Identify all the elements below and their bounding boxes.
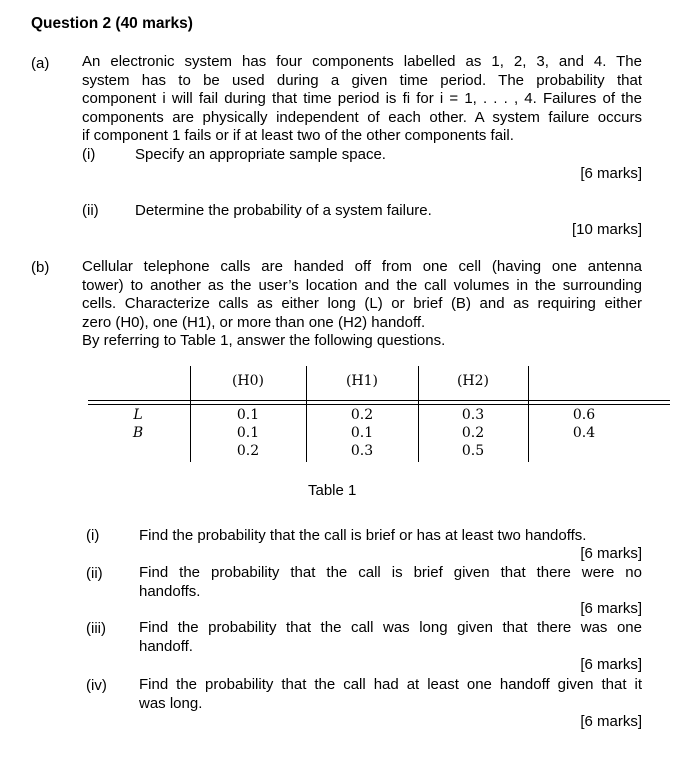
table-cell: 0.2 (350, 407, 374, 423)
part-a-i-marks: [6 marks] (580, 165, 642, 182)
part-b-ii-marks: [6 marks] (580, 600, 642, 617)
part-b-label: (b) (31, 259, 50, 276)
part-a-line: system has to be used during a given time period. The probability that (82, 71, 642, 89)
table-total: 0.2 (236, 443, 260, 459)
table-caption: Table 1 (308, 482, 357, 499)
part-a-paragraph (82, 53, 642, 146)
table-rule (88, 404, 670, 405)
part-b-paragraph (82, 258, 642, 351)
part-a-line: components are physically independent of each other. A system failure occurs (82, 108, 642, 126)
part-b-iv-line: Find the probability that the call had at least one handoff given that it (139, 676, 642, 693)
table-cell: 0.4 (572, 425, 596, 441)
part-b-iii-label: (iii) (86, 620, 106, 637)
table-row-label-L: L (133, 407, 143, 423)
table-header-h2: (H2) (456, 373, 490, 389)
part-b-line: zero (H0), one (H1), or more than one (H2) handoff. (82, 313, 426, 331)
question-title: Question 2 (40 marks) (31, 15, 193, 32)
part-b-ii-line: handoffs. (139, 582, 201, 600)
table-divider (306, 366, 307, 462)
part-b-iv-label: (iv) (86, 677, 107, 694)
table-cell: 0.1 (236, 425, 260, 441)
part-b-iii-text (139, 619, 642, 656)
part-a-ii-text: Determine the probability of a system failure. (135, 202, 432, 219)
part-a-ii-marks: [10 marks] (571, 221, 642, 238)
part-b-iii-line: handoff. (139, 637, 193, 655)
part-b-line: By referring to Table 1, answer the following questions. (82, 332, 446, 349)
part-b-line: cells. Characterize calls as either long (L) or brief (B) and as requiring either (82, 295, 642, 312)
table-total: 0.5 (461, 443, 485, 459)
part-b-iv-marks: [6 marks] (580, 713, 642, 730)
part-a-line: An electronic system has four components labelled as 1, 2, 3, and 4. The (82, 53, 642, 70)
part-a-line: component i will fail during that time period is fi for i = 1, . . . , 4. Failures of the (82, 90, 642, 107)
part-a-label: (a) (31, 55, 50, 72)
table-cell: 0.3 (461, 407, 485, 423)
part-b-line: tower) to another as the user’s location and the call volumes in the surrounding (82, 276, 642, 294)
table-divider (528, 366, 529, 462)
part-b-iv-text (139, 676, 642, 713)
table-cell: 0.6 (572, 407, 596, 423)
part-b-ii-text (139, 564, 642, 601)
part-b-ii-label: (ii) (86, 565, 103, 582)
table-divider (418, 366, 419, 462)
part-b-iii-marks: [6 marks] (580, 656, 642, 673)
part-b-iv-line: was long. (139, 694, 203, 712)
part-a-i-text: Specify an appropriate sample space. (135, 146, 386, 163)
part-b-i-text: Find the probability that the call is brief or has at least two handoffs. (139, 527, 587, 544)
part-b-i-label: (i) (86, 527, 100, 544)
part-a-ii-label: (ii) (82, 202, 99, 219)
table-row-label-B: B (132, 425, 144, 441)
table-header-h0: (H0) (231, 373, 265, 389)
part-a-i-label: (i) (82, 146, 96, 163)
part-b-ii-line: Find the probability that the call is brief given that there were no (139, 564, 642, 581)
table-cell: 0.1 (350, 425, 374, 441)
table-total: 0.3 (350, 443, 374, 459)
part-b-i-marks: [6 marks] (580, 545, 642, 562)
table-divider (190, 366, 191, 462)
part-b-iii-line: Find the probability that the call was long given that there was one (139, 619, 642, 636)
table-cell: 0.1 (236, 407, 260, 423)
table-header-h1: (H1) (345, 373, 379, 389)
part-a-line: if component 1 fails or if at least two of the other components fail. (82, 127, 514, 144)
part-b-line: Cellular telephone calls are handed off from one cell (having one antenna (82, 258, 642, 275)
table-rule (88, 400, 670, 401)
table-cell: 0.2 (461, 425, 485, 441)
